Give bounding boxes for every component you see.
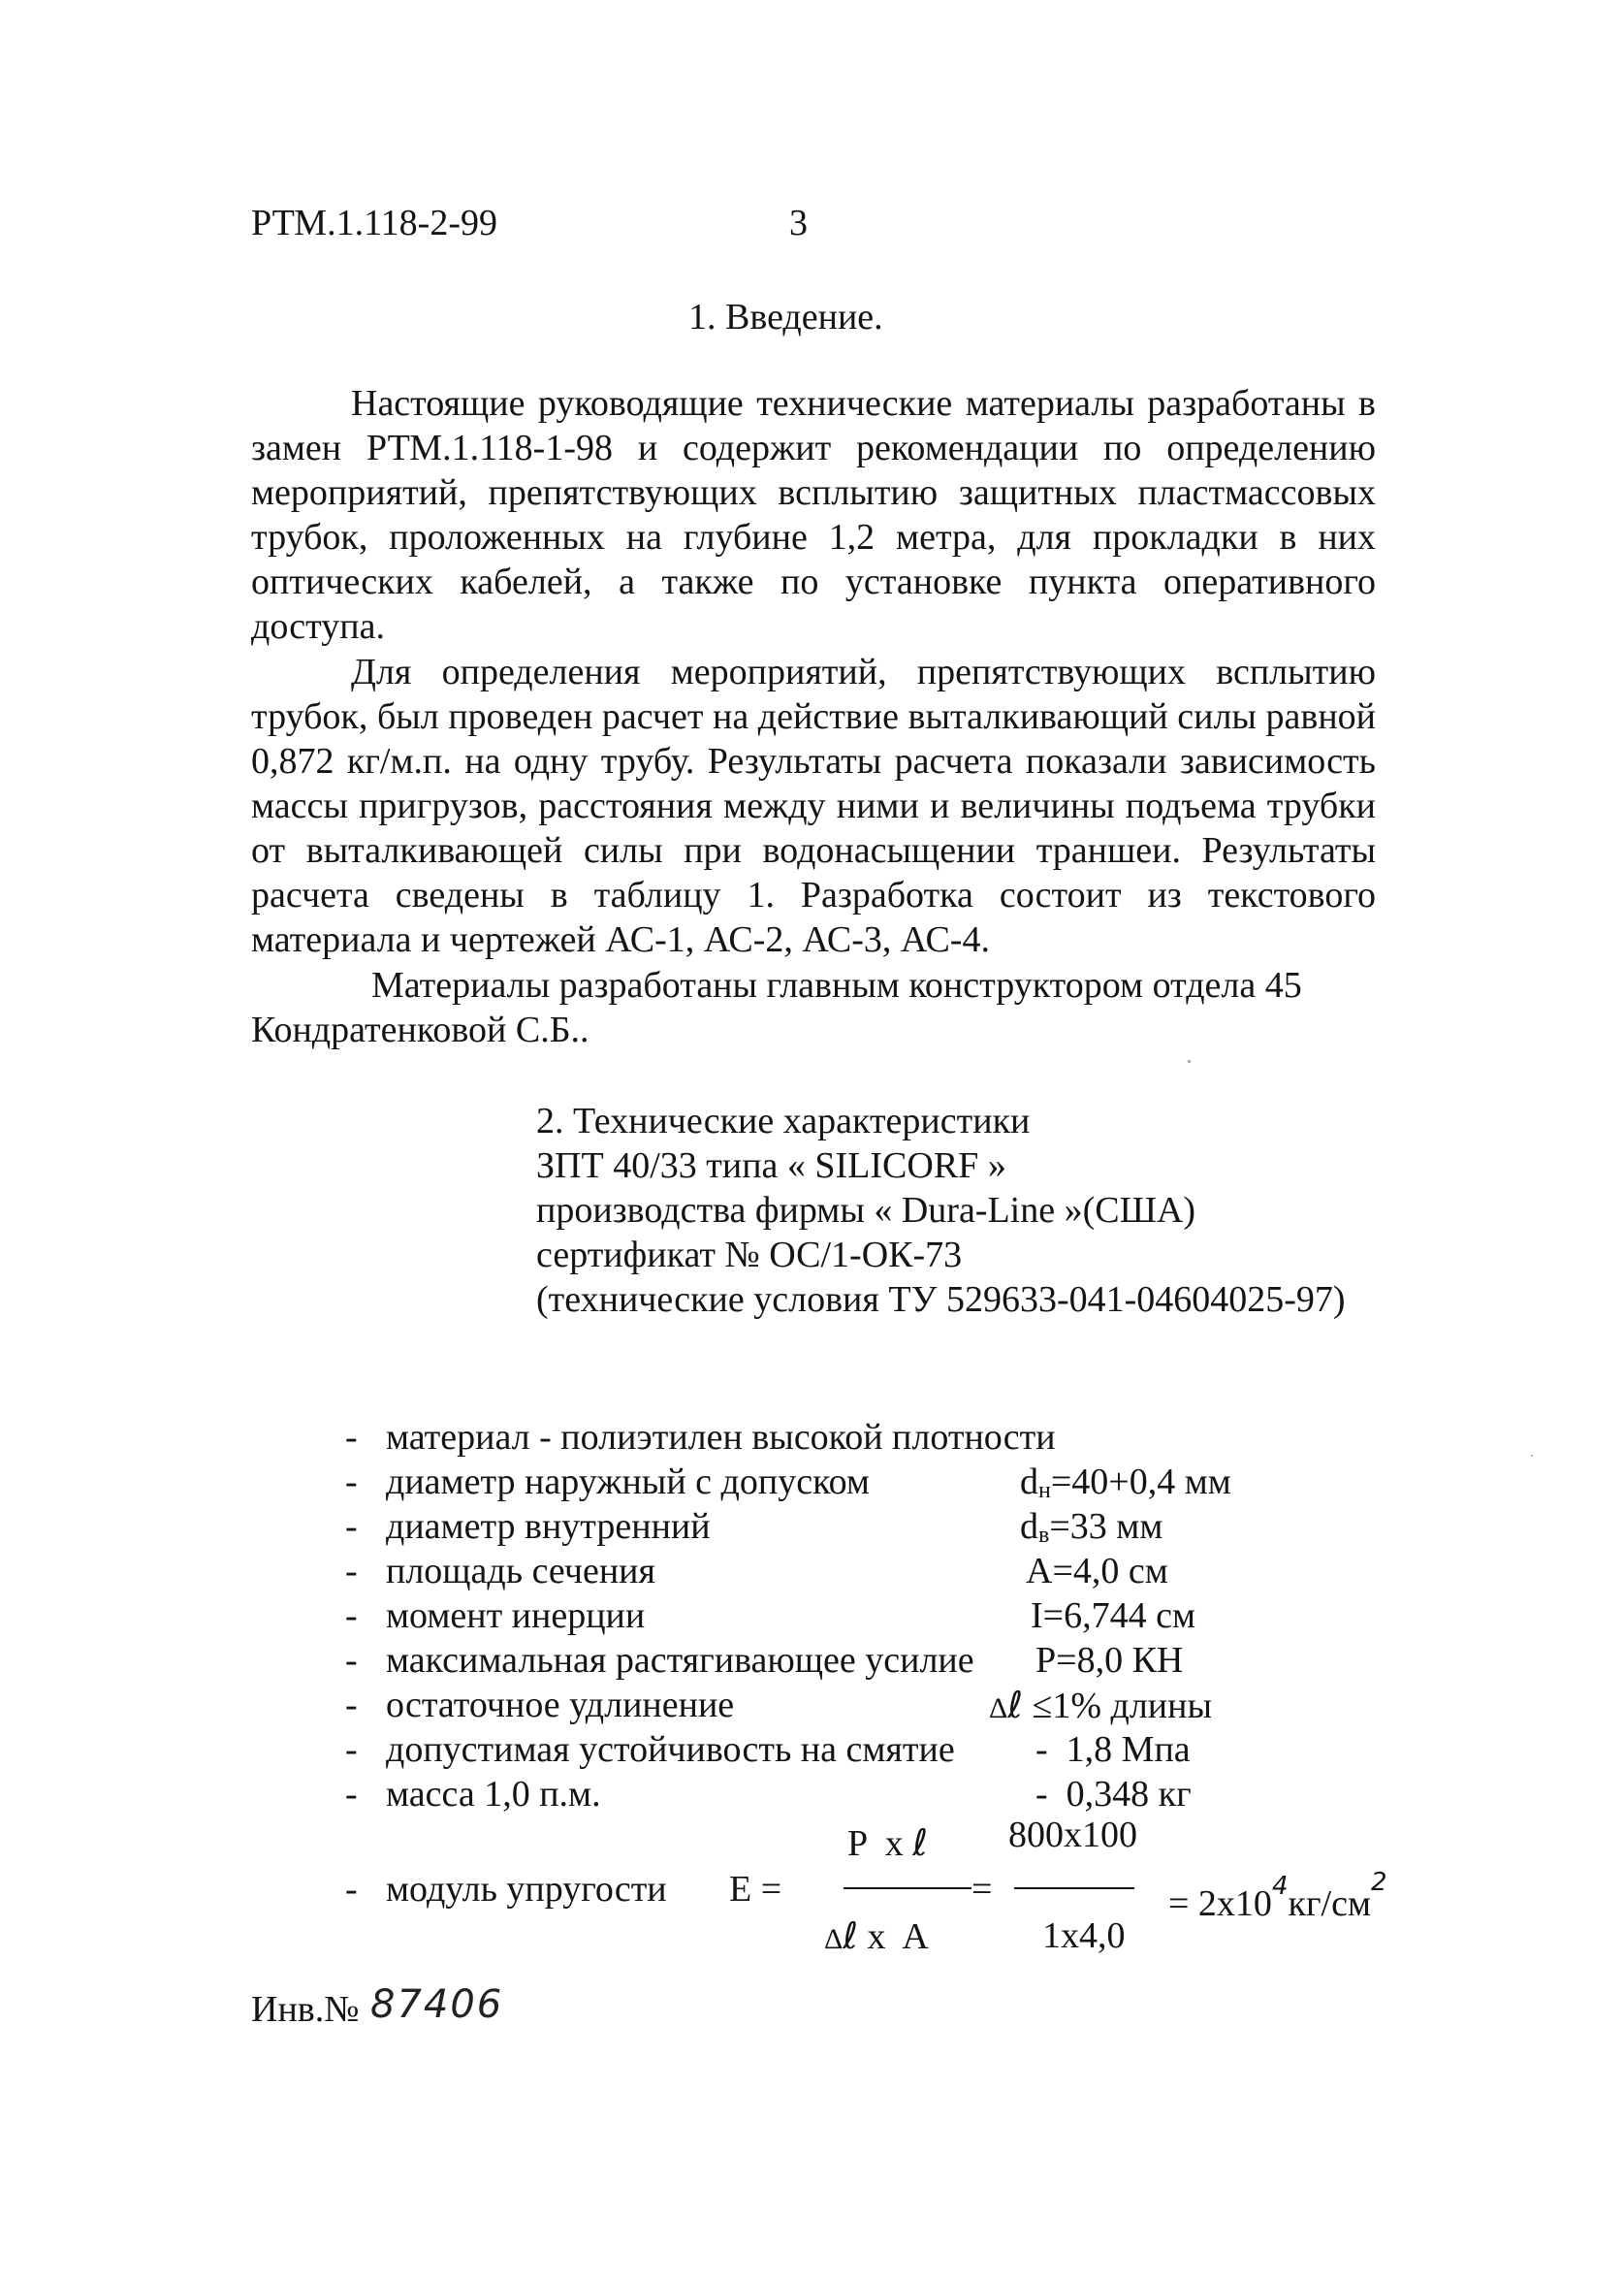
spec-dash: - xyxy=(345,1729,358,1770)
spec-value-rest: =33 мм xyxy=(1049,1506,1163,1547)
inventory-number: 87406 xyxy=(370,1982,504,2027)
section-2-line: сертификат № ОС/1-ОК-73 xyxy=(536,1235,963,1275)
formula-label: модуль упругости xyxy=(386,1869,667,1910)
formula-result xyxy=(1168,1868,1387,1925)
spec-value-subscript: в xyxy=(1038,1523,1050,1548)
spec-value xyxy=(989,1684,1212,1727)
section-2-line: (технические условия ТУ 529633-041-04604025-97) xyxy=(536,1279,1346,1320)
numerator-text: P x xyxy=(847,1823,904,1864)
spec-dash: - xyxy=(345,1551,358,1591)
spec-value: A=4,0 см xyxy=(1026,1551,1168,1591)
fraction-1-numerator xyxy=(847,1821,928,1865)
spec-dash: - xyxy=(345,1417,358,1458)
spec-dash: - xyxy=(345,1595,358,1636)
spec-value-subscript: н xyxy=(1038,1478,1051,1503)
spec-dash: - xyxy=(345,1462,358,1502)
elastic-modulus-formula xyxy=(0,1814,1624,1959)
spec-label: масса 1,0 п.м. xyxy=(386,1774,601,1815)
intro-paragraph-3-text: Материалы разработаны главным конструктором отдела 45 Кондратенковой С.Б.. xyxy=(251,965,1302,1050)
spec-value: - 0,348 кг xyxy=(1035,1774,1192,1815)
intro-paragraph-2-text: Для определения мероприятий, препятствующих всплытию трубок, был проведен расчет на действие выталкивающий силы равной 0,872 кг/м.п. на одну трубу. Результаты расчета показали зависимость массы пригрузов, расстояния между ними и величины подъема трубки от выталкивающей силы при водонасыщении траншеи. Результаты расчета сведены в таблицу 1. Разработка состоит из текстового материала и чертежей АС-1, АС-2, АС-3, АС-4. xyxy=(251,652,1376,960)
intro-paragraph-2 xyxy=(251,650,1376,962)
spec-dash: - xyxy=(345,1685,358,1725)
section-2-line: 2. Технические характеристики xyxy=(536,1101,1031,1141)
intro-paragraph-3 xyxy=(251,963,1376,1052)
delta-symbol: Δ xyxy=(989,1692,1008,1724)
spec-value xyxy=(1020,1461,1231,1504)
fraction-1-denominator xyxy=(824,1914,929,1958)
spec-dash: - xyxy=(345,1774,358,1815)
unit-exponent: 2 xyxy=(1371,1868,1387,1897)
intro-paragraph-1-text: Настоящие руководящие технические материалы разработаны в замен РТМ.1.118-1-98 и содержит рекомендации по определению мероприятий, препятствующих всплытию защитных пластмассовых трубок, проложенных на глубине 1,2 метра, для прокладки в них оптических кабелей, а также по установке пункта оперативного доступа. xyxy=(251,383,1376,647)
spec-value-rest: ≤1% длины xyxy=(1023,1686,1213,1726)
spec-label: максимальная растягивающее усилие xyxy=(386,1640,974,1681)
formula-dash: - xyxy=(345,1869,358,1910)
spec-value: - 1,8 Мпа xyxy=(1035,1729,1191,1770)
fraction-2-bar xyxy=(1014,1887,1134,1889)
spec-value-symbol: d xyxy=(1020,1506,1038,1547)
spec-value-rest: =40+0,4 мм xyxy=(1050,1462,1231,1502)
script-l-symbol: ℓ xyxy=(843,1914,858,1957)
fraction-2-numerator: 800x100 xyxy=(1008,1815,1137,1855)
spec-value-symbol: d xyxy=(1020,1462,1038,1502)
scan-speck xyxy=(1531,1455,1533,1457)
fraction-1-bar xyxy=(844,1887,971,1889)
spec-value: P=8,0 КН xyxy=(1035,1640,1184,1681)
spec-label: момент инерции xyxy=(386,1595,646,1636)
spec-dash: - xyxy=(345,1640,358,1681)
scan-speck xyxy=(1188,1060,1191,1063)
formula-equals: = xyxy=(971,1869,993,1910)
section-2-line: ЗПТ 40/33 типа « SILICORF » xyxy=(536,1145,1006,1186)
page-number: 3 xyxy=(789,203,808,243)
section-2-line: производства фирмы « Dura-Line »(США) xyxy=(536,1190,1196,1231)
delta-symbol: Δ xyxy=(824,1923,844,1955)
spec-label: диаметр наружный с допуском xyxy=(386,1462,870,1502)
fraction-2-denominator: 1x4,0 xyxy=(1042,1915,1126,1956)
spec-label: допустимая устойчивость на смятие xyxy=(386,1729,955,1770)
document-code: РТМ.1.118-2-99 xyxy=(251,203,497,243)
spec-dash: - xyxy=(345,1506,358,1547)
spec-value xyxy=(1020,1505,1162,1549)
denominator-text: x A xyxy=(867,1916,929,1957)
section-2-heading xyxy=(536,1099,1346,1322)
section-1-title: 1. Введение. xyxy=(688,297,883,337)
formula-lhs: E = xyxy=(729,1869,782,1910)
spec-label: площадь сечения xyxy=(386,1551,655,1591)
spec-value: I=6,744 см xyxy=(1031,1595,1195,1636)
spec-label: остаточное удлинение xyxy=(386,1685,735,1725)
result-base: = 2x10 xyxy=(1168,1883,1272,1924)
spec-label: диаметр внутренний xyxy=(386,1506,711,1547)
script-l-symbol: ℓ xyxy=(1007,1684,1023,1726)
result-exponent: 4 xyxy=(1271,1872,1289,1901)
inventory-label: Инв.№ xyxy=(251,1989,360,2030)
intro-paragraph-1 xyxy=(251,381,1376,649)
script-l-symbol: ℓ xyxy=(912,1821,928,1864)
result-unit: кг/см xyxy=(1288,1883,1372,1924)
spec-label: материал - полиэтилен высокой плотности xyxy=(386,1417,1056,1458)
